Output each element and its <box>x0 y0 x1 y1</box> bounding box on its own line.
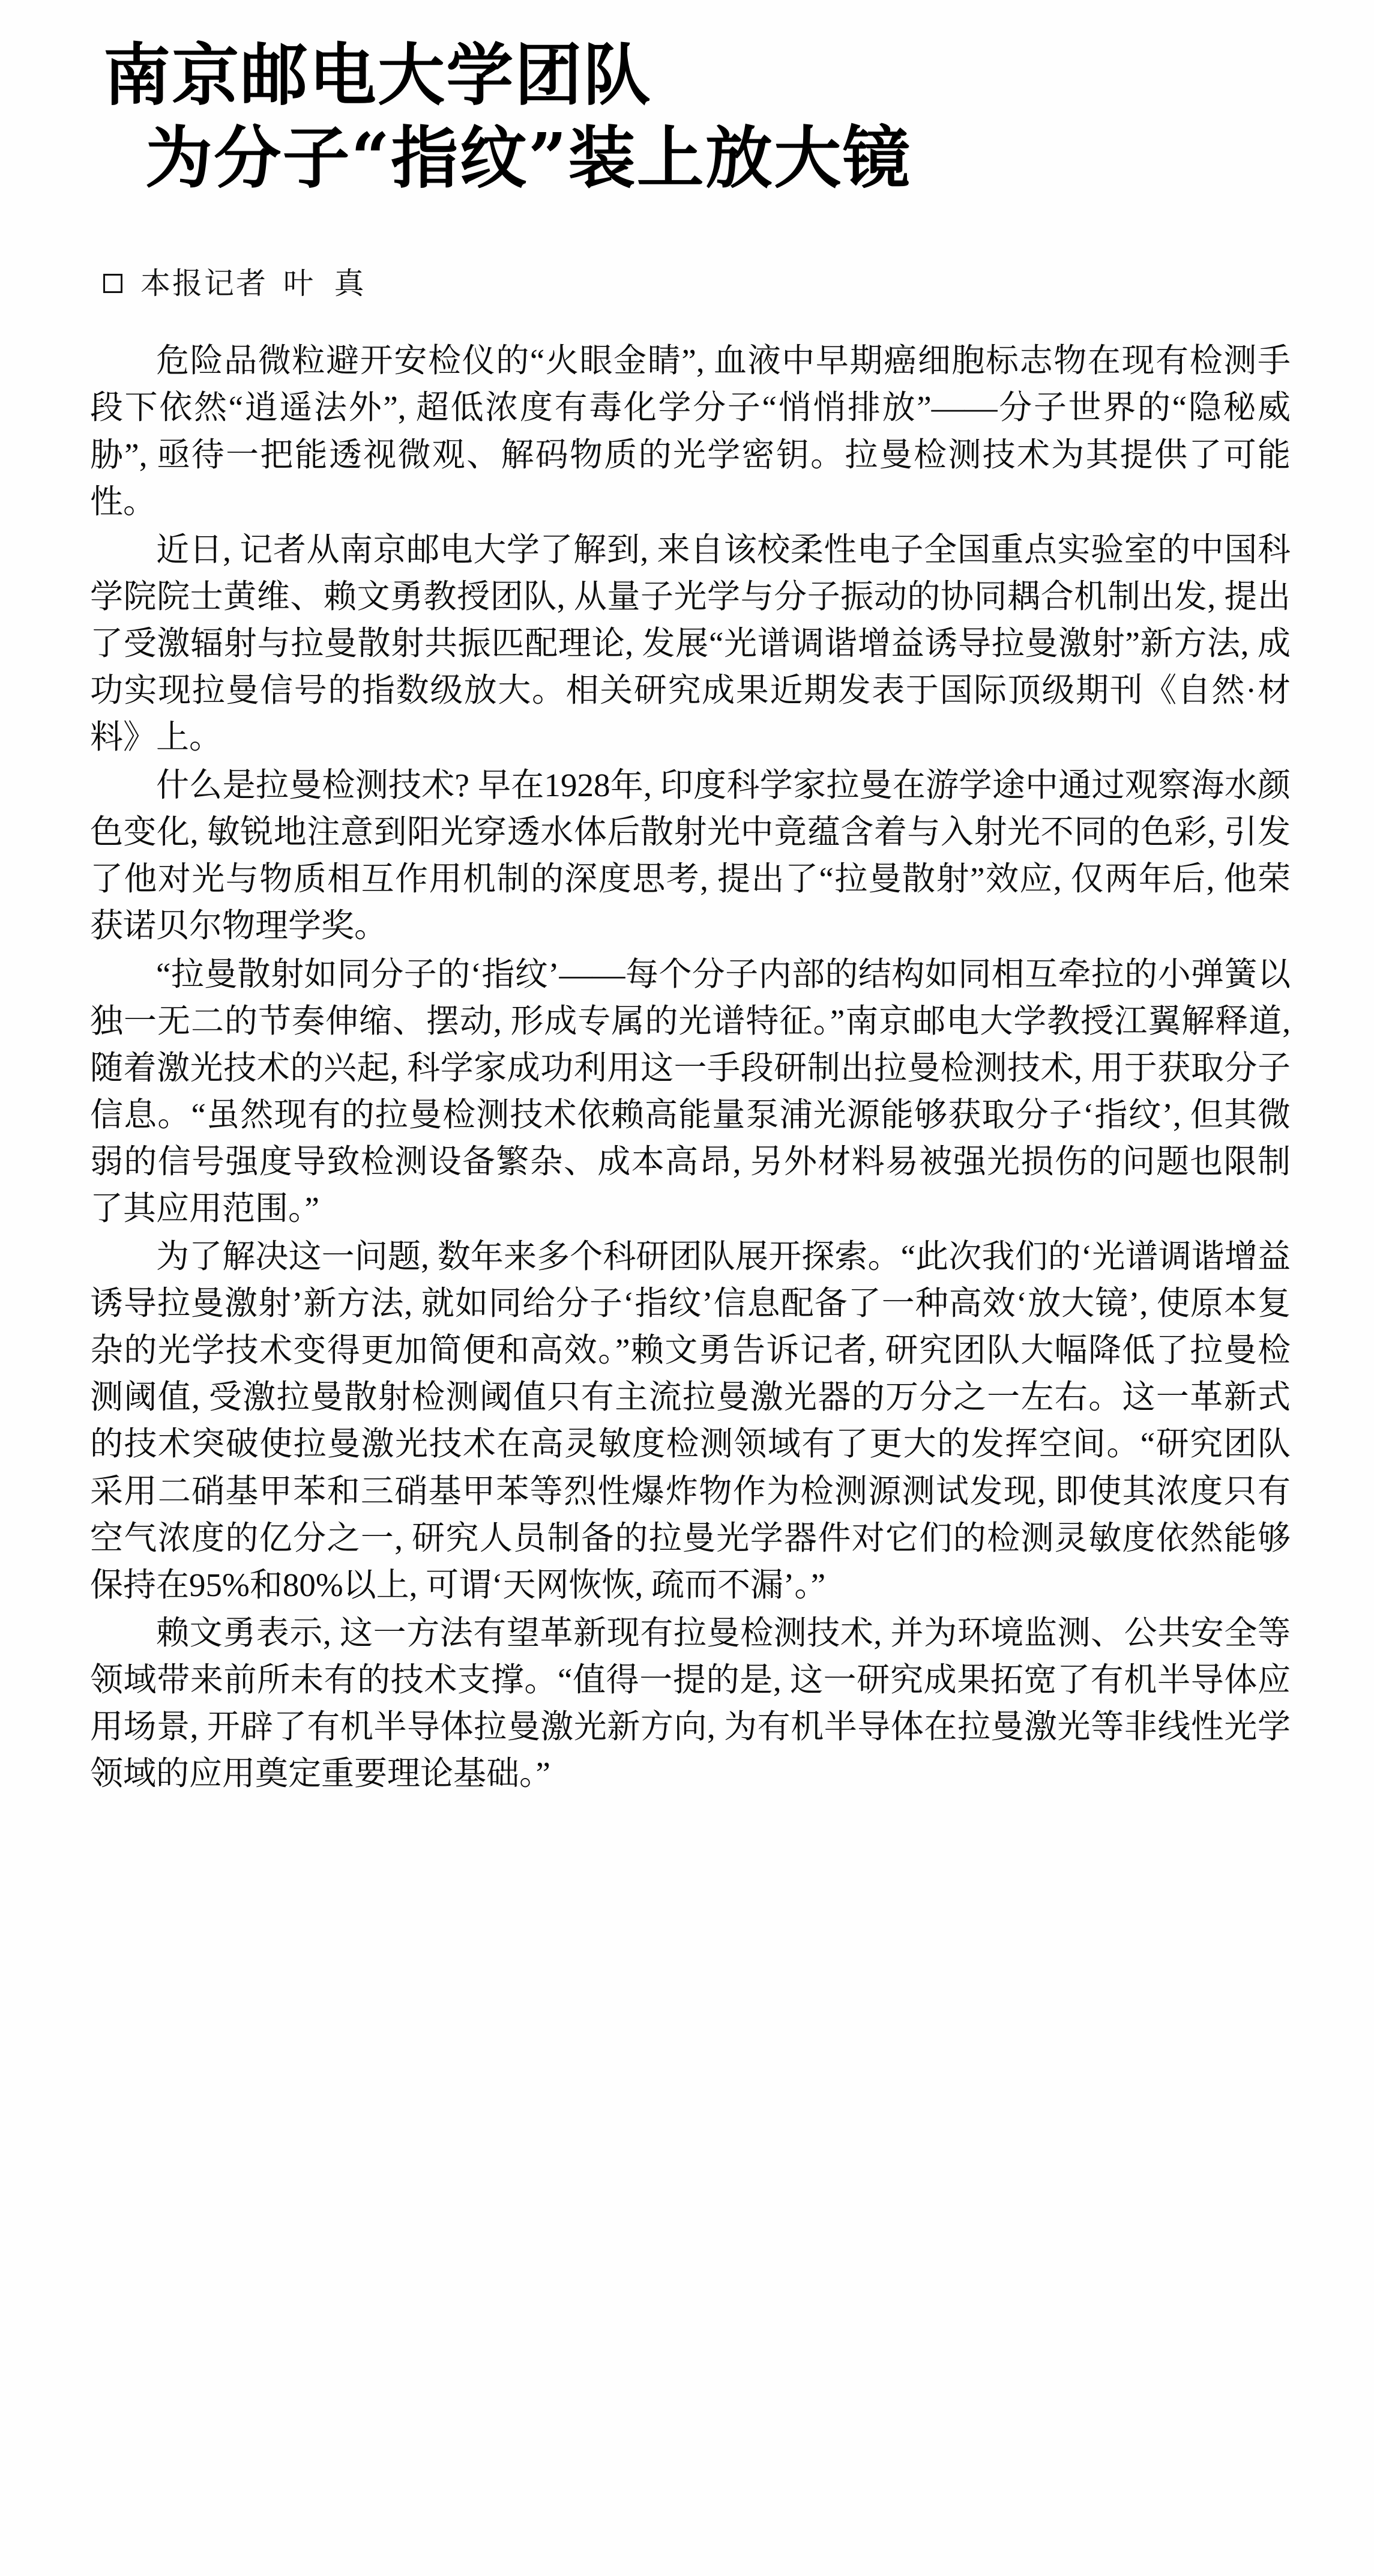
paragraph: 为了解决这一问题, 数年来多个科研团队展开探索。“此次我们的‘光谱调谐增益诱导拉曼激射’新方法, 就如同给分子‘指纹’信息配备了一种高效‘放大镜’, 使原本复杂的光学技术变得更加简便和高效。”赖文勇告诉记者, 研究团队大幅降低了拉曼检测阈值, 受激拉曼散射检测阈值只有主流拉曼激光器的万分之一左右。这一革新式的技术突破使拉曼激光技术在高灵敏度检测领域有了更大的发挥空间。“研究团队采用二硝基甲苯和三硝基甲苯等烈性爆炸物作为检测源测试发现, 即使其浓度只有空气浓度的亿分之一, 研究人员制备的拉曼光学器件对它们的检测灵敏度依然能够保持在95%和80%以上, 可谓‘天网恢恢, 疏而不漏’。” <box>90 1238 1291 1603</box>
headline-line-2: 为分子“指纹”装上放大镜 <box>145 119 911 198</box>
square-marker-icon <box>103 274 122 293</box>
paragraph: 近日, 记者从南京邮电大学了解到, 来自该校柔性电子全国重点实验室的中国科学院院士黄维、赖文勇教授团队, 从量子光学与分子振动的协同耦合机制出发, 提出了受激辐射与拉曼散射共振匹配理论, 发展“光谱调谐增益诱导拉曼激射”新方法, 成功实现拉曼信号的指数级放大。相关研究成果近期发表于国际顶级期刊《自然·材料》上。 <box>90 531 1291 756</box>
paragraph: “拉曼散射如同分子的‘指纹’——每个分子内部的结构如同相互牵拉的小弹簧以独一无二的节奏伸缩、摆动, 形成专属的光谱特征。”南京邮电大学教授江翼解释道, 随着激光技术的兴起, 科学家成功利用这一手段研制出拉曼检测技术, 用于获取分子信息。“虽然现有的拉曼检测技术依赖高能量泵浦光源能够获取分子‘指纹’, 但其微弱的信号强度导致检测设备繁杂、成本高昂, 另外材料易被强光损伤的问题也限制了其应用范围。” <box>90 955 1291 1227</box>
article <box>90 36 1291 1797</box>
byline-source: 本报记者 <box>140 267 268 301</box>
paragraph: 什么是拉曼检测技术? 早在1928年, 印度科学家拉曼在游学途中通过观察海水颜色变化, 敏锐地注意到阳光穿透水体后散射光中竟蕴含着与入射光不同的色彩, 引发了他对光与物质相互作用机制的深度思考, 提出了“拉曼散射”效应, 仅两年后, 他荣获诺贝尔物理学奖。 <box>90 767 1291 945</box>
paragraph: 赖文勇表示, 这一方法有望革新现有拉曼检测技术, 并为环境监测、公共安全等领域带来前所未有的技术支撑。“值得一提的是, 这一研究成果拓宽了有机半导体应用场景, 开辟了有机半导体拉曼激光新方向, 为有机半导体在拉曼激光等非线性光学领域的应用奠定重要理论基础。” <box>90 1614 1291 1792</box>
byline <box>90 265 1291 301</box>
paragraph: 危险品微粒避开安检仪的“火眼金睛”, 血液中早期癌细胞标志物在现有检测手段下依然“逍遥法外”, 超低浓度有毒化学分子“悄悄排放”——分子世界的“隐秘威胁”, 亟待一把能透视微观、解码物质的光学密钥。拉曼检测技术为其提供了可能性。 <box>90 342 1291 520</box>
byline-author: 叶 真 <box>283 267 371 301</box>
article-body <box>90 337 1291 1797</box>
headline-line-1: 南京邮电大学团队 <box>103 36 652 115</box>
